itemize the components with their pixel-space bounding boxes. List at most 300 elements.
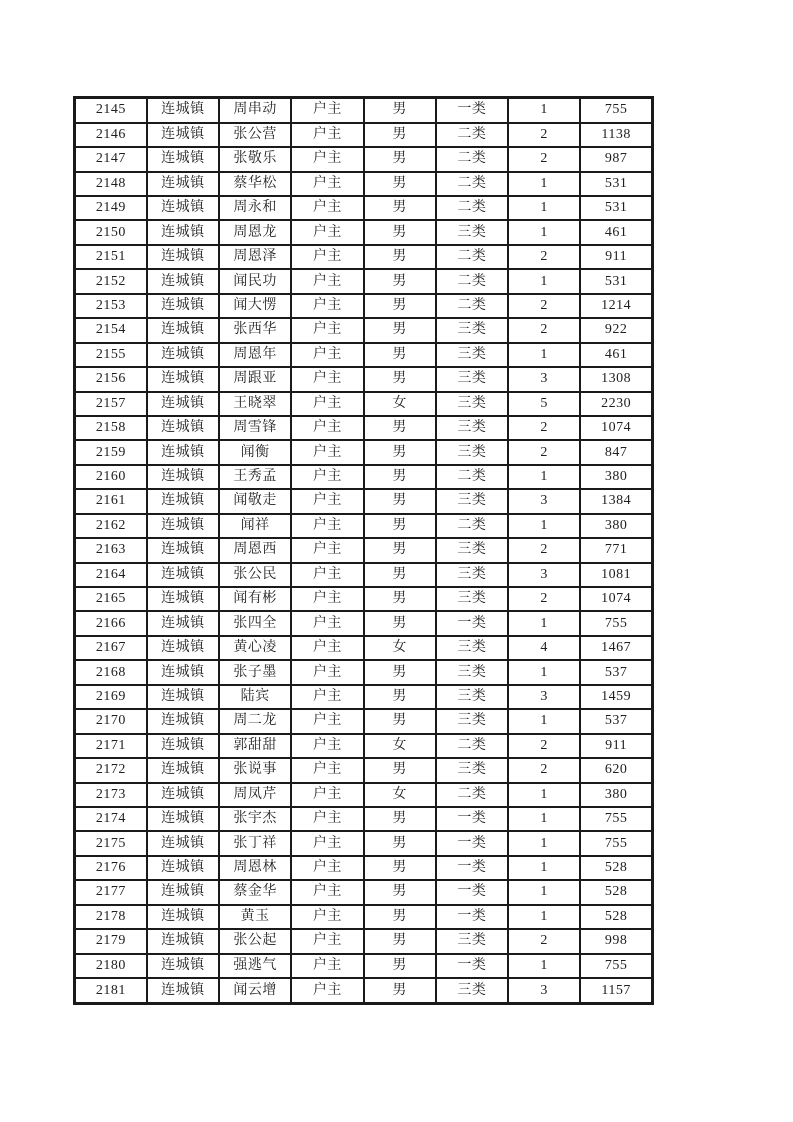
cell-household-count: 3 <box>508 685 580 709</box>
cell-household-count: 3 <box>508 978 580 1003</box>
table-row <box>75 294 653 318</box>
cell-town: 连城镇 <box>147 245 219 269</box>
cell-category: 三类 <box>436 416 508 440</box>
cell-serial-number: 2158 <box>75 416 147 440</box>
cell-relation: 户主 <box>291 269 363 293</box>
cell-serial-number: 2178 <box>75 905 147 929</box>
cell-gender: 男 <box>364 318 436 342</box>
table-row <box>75 905 653 929</box>
cell-household-count: 2 <box>508 318 580 342</box>
cell-relation: 户主 <box>291 734 363 758</box>
cell-serial-number: 2148 <box>75 172 147 196</box>
cell-amount: 998 <box>580 929 652 953</box>
cell-amount: 987 <box>580 147 652 171</box>
cell-gender: 男 <box>364 831 436 855</box>
table-row <box>75 220 653 244</box>
cell-town: 连城镇 <box>147 98 219 123</box>
cell-category: 二类 <box>436 269 508 293</box>
cell-household-count: 3 <box>508 489 580 513</box>
cell-amount: 531 <box>580 196 652 220</box>
cell-amount: 537 <box>580 709 652 733</box>
cell-category: 二类 <box>436 245 508 269</box>
table-row <box>75 978 653 1003</box>
cell-serial-number: 2150 <box>75 220 147 244</box>
cell-person-name: 周恩西 <box>219 538 291 562</box>
cell-person-name: 闻大愣 <box>219 294 291 318</box>
cell-relation: 户主 <box>291 783 363 807</box>
cell-person-name: 周凤芹 <box>219 783 291 807</box>
cell-person-name: 王秀孟 <box>219 465 291 489</box>
cell-gender: 男 <box>364 294 436 318</box>
cell-relation: 户主 <box>291 514 363 538</box>
cell-gender: 男 <box>364 856 436 880</box>
cell-town: 连城镇 <box>147 269 219 293</box>
cell-relation: 户主 <box>291 636 363 660</box>
cell-amount: 1138 <box>580 123 652 147</box>
cell-category: 三类 <box>436 685 508 709</box>
cell-town: 连城镇 <box>147 147 219 171</box>
cell-category: 三类 <box>436 392 508 416</box>
cell-serial-number: 2161 <box>75 489 147 513</box>
table-row <box>75 440 653 464</box>
cell-relation: 户主 <box>291 929 363 953</box>
cell-amount: 620 <box>580 758 652 782</box>
table-row <box>75 245 653 269</box>
cell-category: 三类 <box>436 367 508 391</box>
cell-amount: 380 <box>580 465 652 489</box>
cell-gender: 男 <box>364 709 436 733</box>
cell-household-count: 1 <box>508 514 580 538</box>
cell-amount: 847 <box>580 440 652 464</box>
cell-household-count: 2 <box>508 538 580 562</box>
cell-person-name: 闻祥 <box>219 514 291 538</box>
cell-category: 一类 <box>436 611 508 635</box>
cell-relation: 户主 <box>291 172 363 196</box>
table-row <box>75 685 653 709</box>
cell-household-count: 2 <box>508 758 580 782</box>
cell-serial-number: 2147 <box>75 147 147 171</box>
cell-town: 连城镇 <box>147 416 219 440</box>
cell-amount: 380 <box>580 514 652 538</box>
table-row <box>75 929 653 953</box>
cell-amount: 528 <box>580 880 652 904</box>
cell-relation: 户主 <box>291 465 363 489</box>
cell-person-name: 闻民功 <box>219 269 291 293</box>
cell-person-name: 周恩龙 <box>219 220 291 244</box>
table-row <box>75 538 653 562</box>
cell-relation: 户主 <box>291 587 363 611</box>
cell-amount: 1214 <box>580 294 652 318</box>
cell-household-count: 2 <box>508 123 580 147</box>
cell-gender: 男 <box>364 905 436 929</box>
cell-gender: 男 <box>364 367 436 391</box>
cell-relation: 户主 <box>291 294 363 318</box>
cell-amount: 531 <box>580 172 652 196</box>
cell-category: 一类 <box>436 905 508 929</box>
cell-gender: 女 <box>364 392 436 416</box>
table-row <box>75 636 653 660</box>
cell-serial-number: 2176 <box>75 856 147 880</box>
cell-town: 连城镇 <box>147 343 219 367</box>
cell-gender: 男 <box>364 538 436 562</box>
cell-town: 连城镇 <box>147 196 219 220</box>
cell-person-name: 张宇杰 <box>219 807 291 831</box>
cell-serial-number: 2160 <box>75 465 147 489</box>
table-row <box>75 734 653 758</box>
table-row <box>75 196 653 220</box>
cell-household-count: 1 <box>508 196 580 220</box>
table-row <box>75 123 653 147</box>
cell-town: 连城镇 <box>147 758 219 782</box>
cell-gender: 男 <box>364 978 436 1003</box>
cell-serial-number: 2181 <box>75 978 147 1003</box>
cell-person-name: 周跟亚 <box>219 367 291 391</box>
cell-category: 三类 <box>436 660 508 684</box>
household-table <box>73 96 654 1005</box>
cell-person-name: 郭甜甜 <box>219 734 291 758</box>
cell-amount: 1081 <box>580 563 652 587</box>
cell-relation: 户主 <box>291 709 363 733</box>
cell-serial-number: 2163 <box>75 538 147 562</box>
cell-gender: 男 <box>364 98 436 123</box>
cell-town: 连城镇 <box>147 709 219 733</box>
cell-amount: 771 <box>580 538 652 562</box>
cell-person-name: 闻有彬 <box>219 587 291 611</box>
cell-serial-number: 2145 <box>75 98 147 123</box>
cell-household-count: 2 <box>508 587 580 611</box>
cell-amount: 528 <box>580 905 652 929</box>
cell-relation: 户主 <box>291 98 363 123</box>
cell-category: 三类 <box>436 343 508 367</box>
cell-relation: 户主 <box>291 856 363 880</box>
table-row <box>75 392 653 416</box>
table-row <box>75 807 653 831</box>
cell-household-count: 2 <box>508 147 580 171</box>
cell-category: 三类 <box>436 538 508 562</box>
cell-serial-number: 2149 <box>75 196 147 220</box>
cell-person-name: 张西华 <box>219 318 291 342</box>
cell-town: 连城镇 <box>147 514 219 538</box>
cell-household-count: 1 <box>508 905 580 929</box>
cell-gender: 男 <box>364 929 436 953</box>
cell-category: 一类 <box>436 831 508 855</box>
cell-person-name: 王晓翠 <box>219 392 291 416</box>
cell-town: 连城镇 <box>147 367 219 391</box>
cell-household-count: 1 <box>508 807 580 831</box>
cell-serial-number: 2170 <box>75 709 147 733</box>
cell-amount: 537 <box>580 660 652 684</box>
cell-town: 连城镇 <box>147 831 219 855</box>
household-table-body <box>75 98 653 1004</box>
cell-town: 连城镇 <box>147 123 219 147</box>
cell-amount: 1459 <box>580 685 652 709</box>
table-row <box>75 367 653 391</box>
table-row <box>75 147 653 171</box>
cell-serial-number: 2175 <box>75 831 147 855</box>
cell-serial-number: 2171 <box>75 734 147 758</box>
cell-person-name: 闻云增 <box>219 978 291 1003</box>
cell-town: 连城镇 <box>147 611 219 635</box>
cell-household-count: 1 <box>508 856 580 880</box>
cell-relation: 户主 <box>291 367 363 391</box>
cell-relation: 户主 <box>291 245 363 269</box>
cell-gender: 男 <box>364 245 436 269</box>
cell-household-count: 3 <box>508 367 580 391</box>
cell-household-count: 2 <box>508 929 580 953</box>
cell-town: 连城镇 <box>147 660 219 684</box>
cell-category: 三类 <box>436 220 508 244</box>
cell-household-count: 1 <box>508 98 580 123</box>
cell-gender: 男 <box>364 587 436 611</box>
cell-town: 连城镇 <box>147 392 219 416</box>
cell-relation: 户主 <box>291 220 363 244</box>
table-row <box>75 709 653 733</box>
cell-relation: 户主 <box>291 611 363 635</box>
cell-town: 连城镇 <box>147 905 219 929</box>
table-row <box>75 954 653 978</box>
cell-category: 一类 <box>436 98 508 123</box>
cell-amount: 911 <box>580 734 652 758</box>
cell-gender: 男 <box>364 758 436 782</box>
cell-town: 连城镇 <box>147 734 219 758</box>
cell-town: 连城镇 <box>147 318 219 342</box>
cell-gender: 男 <box>364 416 436 440</box>
cell-household-count: 1 <box>508 880 580 904</box>
cell-gender: 男 <box>364 147 436 171</box>
cell-category: 三类 <box>436 978 508 1003</box>
cell-town: 连城镇 <box>147 978 219 1003</box>
cell-person-name: 黄玉 <box>219 905 291 929</box>
cell-gender: 男 <box>364 172 436 196</box>
cell-category: 一类 <box>436 880 508 904</box>
cell-amount: 911 <box>580 245 652 269</box>
cell-relation: 户主 <box>291 563 363 587</box>
cell-person-name: 蔡华松 <box>219 172 291 196</box>
cell-relation: 户主 <box>291 660 363 684</box>
cell-person-name: 蔡金华 <box>219 880 291 904</box>
cell-household-count: 1 <box>508 172 580 196</box>
cell-person-name: 周串动 <box>219 98 291 123</box>
cell-person-name: 黄心凌 <box>219 636 291 660</box>
cell-person-name: 张丁祥 <box>219 831 291 855</box>
cell-household-count: 1 <box>508 709 580 733</box>
cell-amount: 1467 <box>580 636 652 660</box>
cell-category: 一类 <box>436 954 508 978</box>
table-row <box>75 880 653 904</box>
cell-gender: 女 <box>364 636 436 660</box>
cell-person-name: 张子墨 <box>219 660 291 684</box>
cell-amount: 755 <box>580 954 652 978</box>
cell-serial-number: 2172 <box>75 758 147 782</box>
cell-category: 二类 <box>436 734 508 758</box>
cell-person-name: 周恩林 <box>219 856 291 880</box>
cell-household-count: 3 <box>508 563 580 587</box>
cell-relation: 户主 <box>291 392 363 416</box>
cell-household-count: 2 <box>508 734 580 758</box>
table-row <box>75 489 653 513</box>
cell-category: 三类 <box>436 440 508 464</box>
cell-gender: 男 <box>364 440 436 464</box>
cell-relation: 户主 <box>291 489 363 513</box>
cell-relation: 户主 <box>291 831 363 855</box>
cell-category: 二类 <box>436 196 508 220</box>
cell-town: 连城镇 <box>147 294 219 318</box>
table-row <box>75 783 653 807</box>
cell-relation: 户主 <box>291 343 363 367</box>
cell-amount: 922 <box>580 318 652 342</box>
cell-amount: 1384 <box>580 489 652 513</box>
cell-amount: 755 <box>580 98 652 123</box>
cell-serial-number: 2162 <box>75 514 147 538</box>
cell-household-count: 5 <box>508 392 580 416</box>
cell-household-count: 2 <box>508 294 580 318</box>
cell-serial-number: 2165 <box>75 587 147 611</box>
cell-person-name: 强逃气 <box>219 954 291 978</box>
cell-household-count: 1 <box>508 660 580 684</box>
cell-category: 二类 <box>436 783 508 807</box>
cell-serial-number: 2179 <box>75 929 147 953</box>
cell-category: 三类 <box>436 929 508 953</box>
cell-person-name: 陆宾 <box>219 685 291 709</box>
cell-household-count: 2 <box>508 416 580 440</box>
cell-category: 三类 <box>436 318 508 342</box>
table-row <box>75 172 653 196</box>
cell-town: 连城镇 <box>147 220 219 244</box>
cell-household-count: 1 <box>508 831 580 855</box>
cell-person-name: 周雪锋 <box>219 416 291 440</box>
cell-household-count: 1 <box>508 465 580 489</box>
cell-town: 连城镇 <box>147 929 219 953</box>
cell-category: 二类 <box>436 123 508 147</box>
cell-serial-number: 2152 <box>75 269 147 293</box>
cell-category: 一类 <box>436 807 508 831</box>
cell-serial-number: 2156 <box>75 367 147 391</box>
cell-town: 连城镇 <box>147 685 219 709</box>
cell-gender: 男 <box>364 563 436 587</box>
cell-gender: 男 <box>364 269 436 293</box>
cell-serial-number: 2169 <box>75 685 147 709</box>
cell-amount: 461 <box>580 220 652 244</box>
cell-town: 连城镇 <box>147 489 219 513</box>
cell-gender: 男 <box>364 196 436 220</box>
cell-gender: 男 <box>364 489 436 513</box>
cell-relation: 户主 <box>291 880 363 904</box>
cell-household-count: 1 <box>508 269 580 293</box>
cell-amount: 1308 <box>580 367 652 391</box>
cell-category: 三类 <box>436 758 508 782</box>
cell-relation: 户主 <box>291 147 363 171</box>
table-row <box>75 465 653 489</box>
cell-category: 二类 <box>436 514 508 538</box>
cell-town: 连城镇 <box>147 807 219 831</box>
cell-category: 二类 <box>436 294 508 318</box>
cell-serial-number: 2155 <box>75 343 147 367</box>
cell-category: 一类 <box>436 856 508 880</box>
table-row <box>75 758 653 782</box>
cell-relation: 户主 <box>291 978 363 1003</box>
cell-category: 三类 <box>436 563 508 587</box>
table-row <box>75 660 653 684</box>
cell-gender: 男 <box>364 123 436 147</box>
cell-gender: 男 <box>364 807 436 831</box>
cell-town: 连城镇 <box>147 856 219 880</box>
cell-town: 连城镇 <box>147 880 219 904</box>
cell-gender: 男 <box>364 880 436 904</box>
cell-town: 连城镇 <box>147 587 219 611</box>
table-row <box>75 831 653 855</box>
cell-category: 二类 <box>436 465 508 489</box>
cell-person-name: 周恩泽 <box>219 245 291 269</box>
cell-town: 连城镇 <box>147 954 219 978</box>
cell-household-count: 1 <box>508 954 580 978</box>
cell-gender: 男 <box>364 343 436 367</box>
cell-serial-number: 2151 <box>75 245 147 269</box>
cell-serial-number: 2146 <box>75 123 147 147</box>
table-row <box>75 98 653 123</box>
cell-household-count: 1 <box>508 220 580 244</box>
cell-person-name: 周恩年 <box>219 343 291 367</box>
table-row <box>75 587 653 611</box>
table-row <box>75 318 653 342</box>
cell-category: 三类 <box>436 489 508 513</box>
cell-relation: 户主 <box>291 807 363 831</box>
cell-household-count: 2 <box>508 245 580 269</box>
table-row <box>75 514 653 538</box>
cell-category: 二类 <box>436 147 508 171</box>
cell-serial-number: 2180 <box>75 954 147 978</box>
cell-amount: 755 <box>580 807 652 831</box>
cell-person-name: 张四全 <box>219 611 291 635</box>
cell-gender: 男 <box>364 514 436 538</box>
cell-town: 连城镇 <box>147 538 219 562</box>
cell-amount: 1157 <box>580 978 652 1003</box>
cell-amount: 1074 <box>580 587 652 611</box>
cell-gender: 男 <box>364 660 436 684</box>
cell-gender: 女 <box>364 783 436 807</box>
cell-category: 三类 <box>436 636 508 660</box>
cell-serial-number: 2174 <box>75 807 147 831</box>
cell-amount: 755 <box>580 611 652 635</box>
cell-person-name: 张公民 <box>219 563 291 587</box>
cell-household-count: 2 <box>508 440 580 464</box>
cell-serial-number: 2173 <box>75 783 147 807</box>
cell-amount: 755 <box>580 831 652 855</box>
cell-amount: 528 <box>580 856 652 880</box>
cell-relation: 户主 <box>291 758 363 782</box>
cell-gender: 男 <box>364 220 436 244</box>
cell-serial-number: 2167 <box>75 636 147 660</box>
cell-town: 连城镇 <box>147 172 219 196</box>
cell-gender: 男 <box>364 954 436 978</box>
cell-household-count: 1 <box>508 611 580 635</box>
cell-person-name: 闻敬走 <box>219 489 291 513</box>
cell-person-name: 张公起 <box>219 929 291 953</box>
cell-amount: 1074 <box>580 416 652 440</box>
cell-person-name: 张说事 <box>219 758 291 782</box>
cell-category: 三类 <box>436 709 508 733</box>
cell-serial-number: 2153 <box>75 294 147 318</box>
cell-town: 连城镇 <box>147 636 219 660</box>
cell-person-name: 周永和 <box>219 196 291 220</box>
cell-relation: 户主 <box>291 905 363 929</box>
cell-relation: 户主 <box>291 196 363 220</box>
table-row <box>75 611 653 635</box>
cell-gender: 男 <box>364 611 436 635</box>
cell-serial-number: 2157 <box>75 392 147 416</box>
cell-relation: 户主 <box>291 440 363 464</box>
cell-relation: 户主 <box>291 318 363 342</box>
cell-person-name: 周二龙 <box>219 709 291 733</box>
